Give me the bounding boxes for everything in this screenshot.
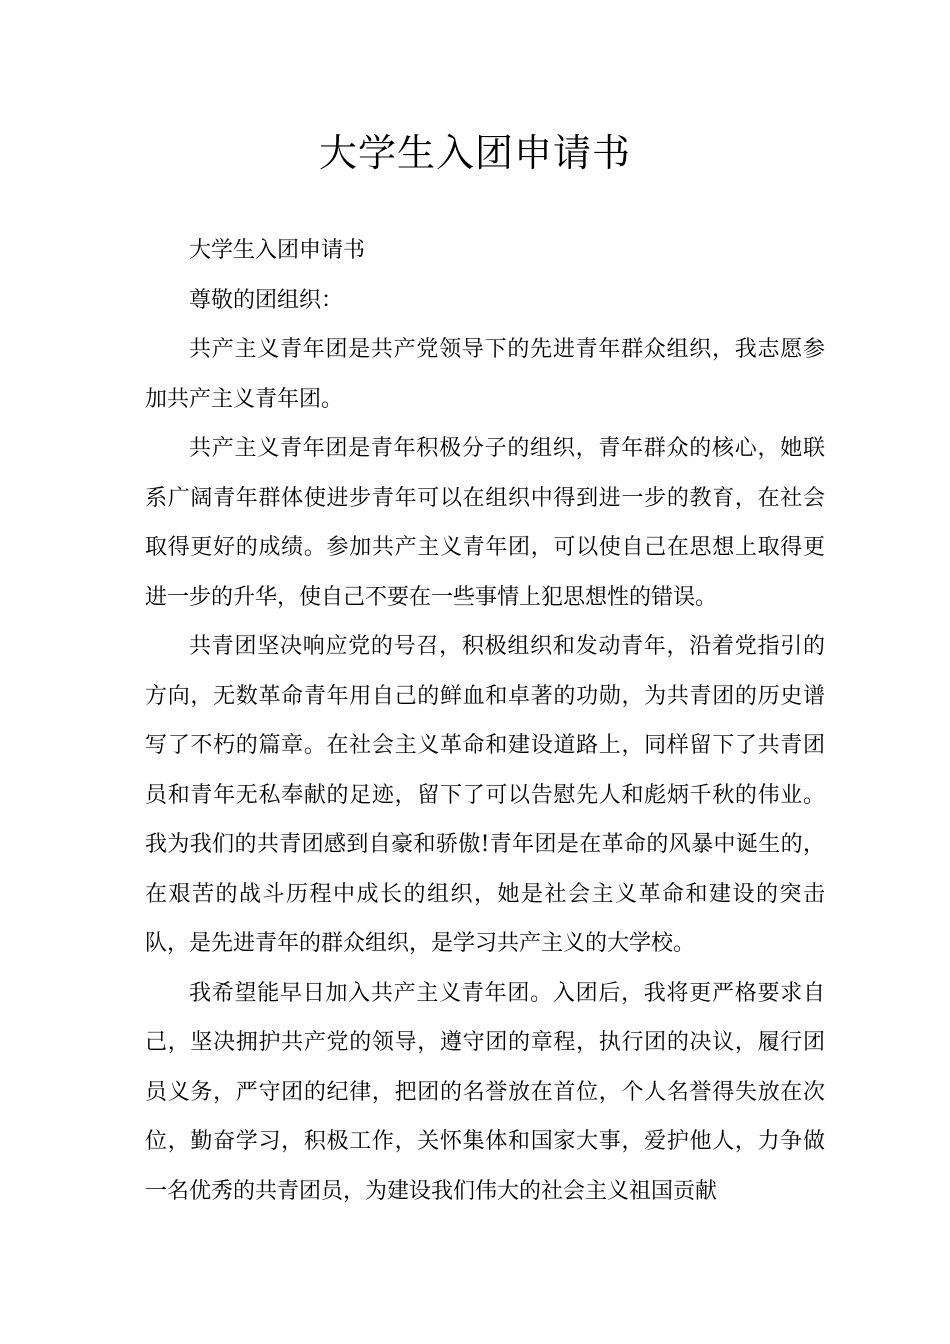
salutation: 尊敬的团组织： bbox=[189, 287, 344, 313]
heading-line: 大学生入团申请书 bbox=[189, 238, 366, 263]
paragraph-4: 我希望能早日加入共产主义青年团。入团后，我将更严格要求自己，坚决拥护共产党的领导，遵守团的章程，执行团的决议，履行团员义务，严守团的纪律，把团的名誉放在首位，个人名誉得失放在次位，勤奋学习，积极工作，关怀集体和国家大事，爱护他人，力争做一名优秀的共青团员，为建设我们伟大的社会主义祖国贡献 bbox=[145, 980, 825, 1204]
document-body bbox=[145, 226, 825, 1216]
paragraph-1: 共产主义青年团是共产党领导下的先进青年群众组织，我志愿参加共产主义青年团。 bbox=[145, 337, 825, 412]
paragraph-2: 共产主义青年团是青年积极分子的组织，青年群众的核心，她联系广阔青年群体使进步青年可以在组织中得到进一步的教育，在社会取得更好的成绩。参加共产主义青年团，可以使自己在思想上取得更进一步的升华，使自己不要在一些事情上犯思想性的错误。 bbox=[145, 436, 825, 610]
paragraph-3: 共青团坚决响应党的号召，积极组织和发动青年，沿着党指引的方向，无数革命青年用自己的鲜血和卓著的功勋，为共青团的历史谱写了不朽的篇章。在社会主义革命和建设道路上，同样留下了共青团员和青年无私奉献的足迹，留下了可以告慰先人和彪炳千秋的伟业。我为我们的共青团感到自豪和骄傲!青年团是在革命的风暴中诞生的，在艰苦的战斗历程中成长的组织，她是社会主义革命和建设的突击队，是先进青年的群众组织，是学习共产主义的大学校。 bbox=[145, 634, 825, 956]
document-title: 大学生入团申请书 bbox=[318, 131, 631, 175]
